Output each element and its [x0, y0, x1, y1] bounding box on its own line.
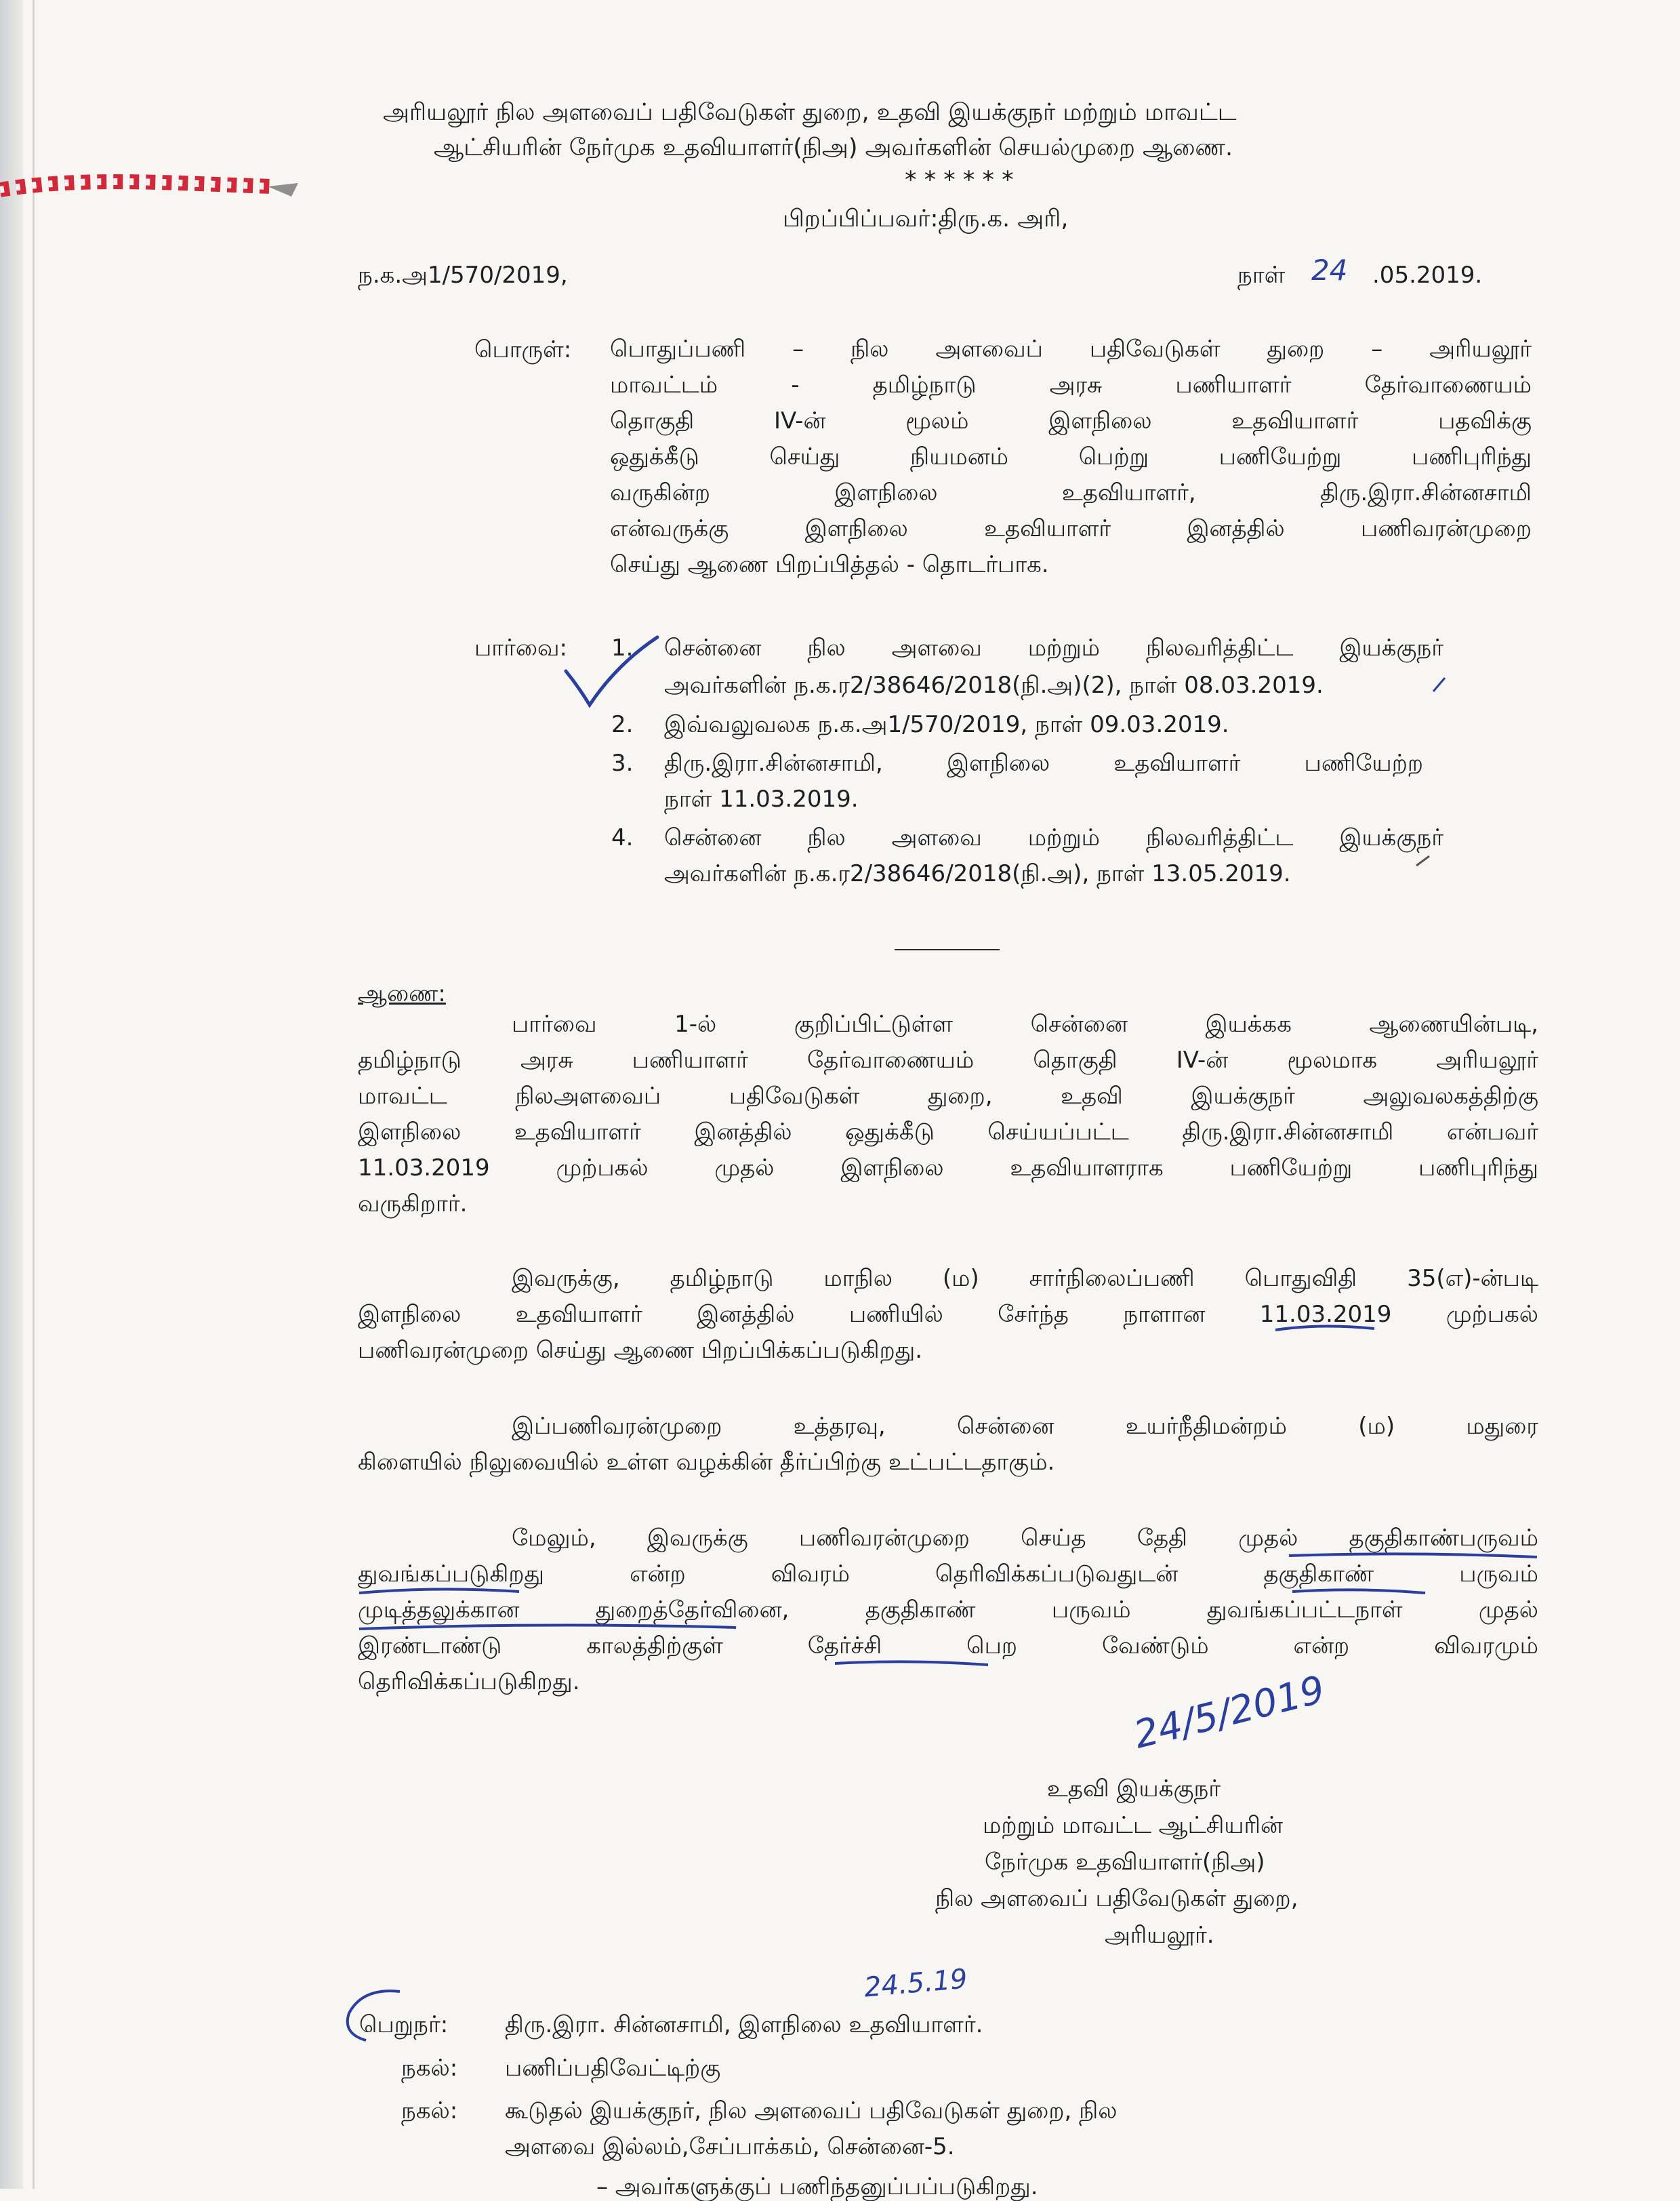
order-paragraph-line: இரண்டாண்டு காலத்திற்குள் தேர்ச்சி பெற வேண்டும் என்ற விவரமும்	[358, 1632, 1538, 1659]
signature-line: நில அளவைப் பதிவேடுகள் துறை,	[935, 1885, 1298, 1912]
ink-underline	[358, 1621, 737, 1634]
reference-item-number: 1.	[611, 634, 634, 662]
subject-line: செய்து ஆணை பிறப்பித்தல் - தொடர்பாக.	[610, 551, 1049, 578]
recipient-text: திரு.இரா. சின்னசாமி, இளநிலை உதவியாளர்.	[505, 2011, 983, 2038]
ink-underline	[1288, 1549, 1538, 1562]
subject-line: ஒதுக்கீடு செய்து நியமனம் பெற்று பணியேற்று பணிபுரிந்து	[610, 443, 1532, 470]
references-label: பார்வை:	[474, 634, 567, 662]
copy-text: பணிப்பதிவேட்டிற்கு	[505, 2055, 721, 2082]
reference-item-number: 4.	[611, 824, 634, 851]
reference-item-line: நாள் 11.03.2019.	[664, 786, 859, 813]
reference-item-line: திரு.இரா.சின்னசாமி, இளநிலை உதவியாளர் பணியேற்ற	[664, 750, 1423, 777]
ink-underline	[358, 1585, 520, 1598]
signature-line: உதவி இயக்குநர்	[1047, 1775, 1221, 1802]
reference-item-line: இவ்வலுவலக ந.க.அ1/570/2019, நாள் 09.03.2019.	[664, 711, 1229, 738]
ink-underline	[1291, 1585, 1427, 1598]
ink-underline	[1274, 1322, 1376, 1335]
order-paragraph-line: இளநிலை உதவியாளர் இனத்தில் ஒதுக்கீடு செய்யப்பட்ட திரு.இரா.சின்னசாமி என்பவர்	[358, 1118, 1538, 1146]
subject-line: தொகுதி IV-ன் மூலம் இளநிலை உதவியாளர் பதவிக்கு	[610, 407, 1532, 435]
order-label: ஆணை:	[358, 980, 446, 1007]
tag-thread	[0, 163, 319, 237]
tick-mark-small	[1413, 851, 1433, 871]
copy-label: நகல்:	[401, 2055, 458, 2082]
subject-line: மாவட்டம் - தமிழ்நாடு அரசு பணியாளர் தேர்வாணையம்	[610, 371, 1532, 399]
order-paragraph-line: இவருக்கு, தமிழ்நாடு மாநில (ம) சார்நிலைப்பணி பொதுவிதி 35(எ)-ன்படி	[512, 1265, 1538, 1292]
order-paragraph-line: இப்பணிவரன்முறை உத்தரவு, சென்னை உயர்நீதிமன்றம் (ம) மதுரை	[512, 1413, 1538, 1440]
reference-item-number: 3.	[611, 750, 634, 777]
signature-line: மற்றும் மாவட்ட ஆட்சியரின்	[983, 1812, 1283, 1839]
order-paragraph-line: மாவட்ட நிலஅளவைப் பதிவேடுகள் துறை, உதவி இயக்குநர் அலுவலகத்திற்கு	[358, 1083, 1538, 1110]
section-divider	[895, 949, 1000, 950]
page-edge-shadow	[0, 0, 23, 2189]
signature-line: அரியலூர்.	[1105, 1922, 1214, 1949]
issuer: பிறப்பிப்பவர்:திரு.க. அரி,	[783, 205, 1069, 233]
order-paragraph-line: தமிழ்நாடு அரசு பணியாளர் தேர்வாணையம் தொகுதி IV-ன் மூலமாக அரியலூர்	[358, 1047, 1538, 1074]
subject-line: என்வருக்கு இளநிலை உதவியாளர் இனத்தில் பணிவரன்முறை	[610, 515, 1532, 542]
order-paragraph-line: இளநிலை உதவியாளர் இனத்தில் பணியில் சேர்ந்த நாளான 11.03.2019 முற்பகல்	[358, 1301, 1538, 1328]
date-prefix: நாள்	[1237, 262, 1286, 289]
date-suffix: .05.2019.	[1372, 262, 1483, 289]
handwritten-tick-mark	[562, 630, 664, 712]
order-paragraph-line: 11.03.2019 முற்பகல் முதல் இளநிலை உதவியாளராக பணியேற்று பணிபுரிந்து	[358, 1154, 1538, 1182]
order-paragraph-line: மேலும், இவருக்கு பணிவரன்முறை செய்த தேதி முதல் தகுதிகாண்பருவம்	[512, 1524, 1538, 1552]
header-line-2: ஆட்சியரின் நேர்முக உதவியாளர்(நிஅ) அவர்களின் செயல்முறை ஆணை.	[434, 134, 1233, 161]
order-paragraph-line: வருகிறார்.	[358, 1190, 468, 1217]
header-stars: * * * * * *	[905, 167, 1014, 194]
tick-mark-small	[1430, 674, 1450, 695]
footer-partial-line: – அவர்களுக்குப் பணிந்தனுப்பப்படுகிறது.	[596, 2173, 1038, 2200]
order-paragraph-line: பணிவரன்முறை செய்து ஆணை பிறப்பிக்கப்படுகிறது.	[358, 1337, 922, 1364]
copy-label: நகல்:	[401, 2097, 458, 2124]
reference-item-line: அவர்களின் ந.க.ர2/38646/2018(நி.அ), நாள் 13.05.2019.	[664, 860, 1291, 887]
ink-underline	[834, 1657, 989, 1670]
reference-item-line: சென்னை நில அளவை மற்றும் நிலவரித்திட்ட இயக்குநர்	[664, 634, 1443, 662]
subject-line: பொதுப்பணி – நில அளவைப் பதிவேடுகள் துறை – அரியலூர்	[610, 336, 1532, 363]
order-paragraph-line: தெரிவிக்கப்படுகிறது.	[358, 1668, 580, 1695]
signature-line: நேர்முக உதவியாளர்(நிஅ)	[985, 1849, 1265, 1876]
reference-item-line: சென்னை நில அளவை மற்றும் நிலவரித்திட்ட இயக்குநர்	[664, 824, 1443, 851]
header-line-1: அரியலூர் நில அளவைப் பதிவேடுகள் துறை, உதவி இயக்குநர் மற்றும் மாவட்ட	[383, 99, 1237, 126]
recipient-label: பெறுநர்:	[359, 2011, 449, 2038]
handwritten-signature: 24/5/2019	[1129, 1668, 1330, 1758]
date-handwritten-day: 24	[1311, 254, 1348, 287]
subject-line: வருகின்ற இளநிலை உதவியாளர், திரு.இரா.சின்னசாமி	[610, 479, 1532, 506]
reference-item-line: அவர்களின் ந.க.ர2/38646/2018(நி.அ)(2), நாள் 08.03.2019.	[664, 672, 1324, 699]
order-paragraph-line: முடித்தலுக்கான துறைத்தேர்வினை, தகுதிகாண் பருவம் துவங்கப்பட்டநாள் முதல்	[358, 1596, 1538, 1623]
page-edge-line	[33, 0, 35, 2189]
order-paragraph-line: பார்வை 1-ல் குறிப்பிட்டுள்ள சென்னை இயக்கக ஆணையின்படி,	[512, 1011, 1538, 1038]
order-paragraph-line: துவங்கப்படுகிறது என்ற விவரம் தெரிவிக்கப்படுவதுடன் தகுதிகாண் பருவம்	[358, 1560, 1538, 1588]
copy-text: கூடுதல் இயக்குநர், நில அளவைப் பதிவேடுகள் துறை, நில	[505, 2097, 1118, 2124]
reference-item-number: 2.	[611, 711, 634, 738]
handwritten-receipt-note: 24.5.19	[863, 1963, 969, 2004]
copy-text: அளவை இல்லம்,சேப்பாக்கம், சென்னை-5.	[505, 2133, 955, 2160]
order-paragraph-line: கிளையில் நிலுவையில் உள்ள வழக்கின் தீர்ப்பிற்கு உட்பட்டதாகும்.	[358, 1449, 1055, 1476]
subject-label: பொருள்:	[474, 336, 572, 363]
reference-number: ந.க.அ1/570/2019,	[358, 262, 568, 289]
